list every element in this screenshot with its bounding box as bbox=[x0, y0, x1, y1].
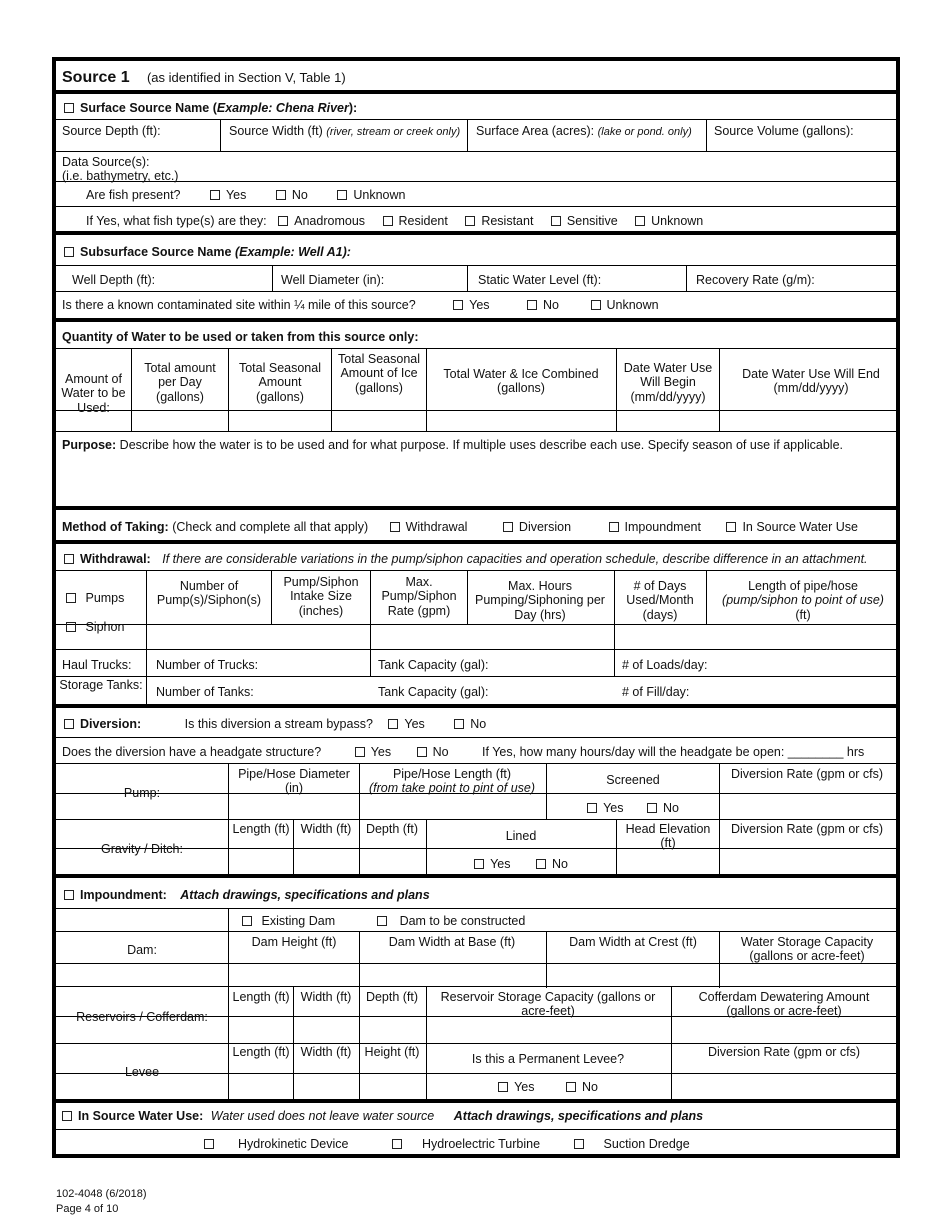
amount-row-label: Amount of Water to be Used: bbox=[61, 372, 126, 415]
bypass-yes-checkbox[interactable] bbox=[388, 719, 398, 729]
in-source-options: Hydrokinetic Device Hydroelectric Turbine Suction Dredge bbox=[204, 1137, 894, 1151]
qty-col-seasonal: Total Seasonal Amount (gallons) bbox=[238, 361, 321, 404]
res-depth-header: Depth (ft) bbox=[365, 990, 419, 1004]
dam-type-options: Existing Dam Dam to be constructed bbox=[242, 914, 882, 928]
qty-col-begin: Date Water Use Will Begin (mm/dd/yyyy) bbox=[623, 361, 713, 404]
storage-tanks-label: Storage Tanks: bbox=[59, 678, 143, 692]
water-source-form bbox=[52, 57, 900, 1158]
contam-unknown-checkbox[interactable] bbox=[591, 300, 601, 310]
suction-dredge-checkbox[interactable] bbox=[574, 1139, 584, 1149]
head-elevation-header: Head Elevation (ft) bbox=[625, 822, 711, 851]
truck-tank-capacity-label: Tank Capacity (gal): bbox=[378, 658, 489, 672]
quantity-title: Quantity of Water to be used or taken from this source only: bbox=[62, 330, 419, 344]
screened-yes-checkbox[interactable] bbox=[587, 803, 597, 813]
res-width-header: Width (ft) bbox=[300, 990, 352, 1004]
dam-base-header: Dam Width at Base (ft) bbox=[388, 935, 516, 949]
fill-per-day-label: # of Fill/day: bbox=[622, 685, 690, 699]
subsurface-source-name-row: Subsurface Source Name (Example: Well A1): bbox=[64, 245, 884, 259]
loads-per-day-label: # of Loads/day: bbox=[622, 658, 708, 672]
gravity-ditch-label: Gravity / Ditch: bbox=[101, 842, 183, 856]
ditch-diversion-rate-header: Diversion Rate (gpm or cfs) bbox=[730, 822, 884, 836]
levee-height-header: Height (ft) bbox=[364, 1045, 420, 1059]
sensitive-checkbox[interactable] bbox=[551, 216, 561, 226]
permanent-levee-question: Is this a Permanent Levee? bbox=[471, 1052, 625, 1066]
diversion-checkbox[interactable] bbox=[64, 719, 74, 729]
wd-col-intake: Pump/Siphon Intake Size (inches) bbox=[283, 575, 359, 618]
haul-trucks-label: Haul Trucks: bbox=[62, 658, 132, 672]
well-depth-label: Well Depth (ft): bbox=[72, 273, 156, 287]
hydroelectric-checkbox[interactable] bbox=[392, 1139, 402, 1149]
in-source-checkbox[interactable] bbox=[62, 1111, 72, 1121]
wd-col-days: # of Days Used/Month (days) bbox=[626, 579, 694, 622]
surface-area-label: Surface Area (acres): (lake or pond. only) bbox=[476, 124, 692, 138]
levee-length-header: Length (ft) bbox=[232, 1045, 290, 1059]
method-in-source-checkbox[interactable] bbox=[726, 522, 736, 532]
headgate-row: Does the diversion have a headgate structure? Yes No If Yes, how many hours/day will the headgate be open: ________ hrs bbox=[62, 745, 865, 759]
data-source-label: Data Source(s): (i.e. bathymetry, etc.) bbox=[62, 155, 179, 184]
method-diversion-checkbox[interactable] bbox=[503, 522, 513, 532]
number-of-trucks-label: Number of Trucks: bbox=[156, 658, 259, 672]
qty-col-per-day: Total amount per Day (gallons) bbox=[144, 361, 216, 404]
anadromous-checkbox[interactable] bbox=[278, 216, 288, 226]
wd-col-number: Number of Pump(s)/Siphon(s) bbox=[156, 579, 262, 608]
reservoirs-cofferdam-label: Reservoirs / Cofferdam: bbox=[76, 1010, 208, 1024]
levee-label: Levee bbox=[124, 1065, 160, 1079]
method-of-taking-row: Method of Taking: (Check and complete all that apply) Withdrawal Diversion Impoundment In Source Water Use bbox=[62, 520, 858, 534]
headgate-yes-checkbox[interactable] bbox=[355, 747, 365, 757]
headgate-no-checkbox[interactable] bbox=[417, 747, 427, 757]
hydrokinetic-checkbox[interactable] bbox=[204, 1139, 214, 1149]
dam-label: Dam: bbox=[127, 943, 157, 957]
source-depth-label: Source Depth (ft): bbox=[62, 124, 161, 138]
pipe-length-header: Pipe/Hose Length (ft) (from take point to pint of use) bbox=[368, 767, 536, 796]
levee-no-checkbox[interactable] bbox=[566, 1082, 576, 1092]
wd-col-pipe: Length of pipe/hose (pump/siphon to point of use) (ft) bbox=[722, 579, 884, 622]
source-title: Source 1 (as identified in Section V, Table 1) bbox=[62, 69, 346, 86]
form-number: 102-4048 (6/2018) bbox=[56, 1188, 147, 1200]
surface-source-name-row: Surface Source Name (Example: Chena River): bbox=[64, 101, 884, 115]
screened-options: Yes No bbox=[550, 801, 716, 815]
lined-no-checkbox[interactable] bbox=[536, 859, 546, 869]
permanent-levee-options: Yes No bbox=[430, 1080, 666, 1094]
qty-col-end: Date Water Use Will End (mm/dd/yyyy) bbox=[742, 367, 880, 396]
fish-present-row: Are fish present? Yes No Unknown bbox=[86, 188, 406, 202]
method-impoundment-checkbox[interactable] bbox=[609, 522, 619, 532]
wd-col-rate: Max. Pump/Siphon Rate (gpm) bbox=[381, 575, 457, 618]
lined-options: Yes No bbox=[430, 857, 612, 871]
cofferdam-dewatering-header: Cofferdam Dewatering Amount (gallons or acre-feet) bbox=[698, 990, 870, 1019]
contam-yes-checkbox[interactable] bbox=[453, 300, 463, 310]
siphon-option: Siphon bbox=[66, 620, 124, 634]
method-withdrawal-checkbox[interactable] bbox=[390, 522, 400, 532]
dam-crest-header: Dam Width at Crest (ft) bbox=[569, 935, 697, 949]
fish-type-unknown-checkbox[interactable] bbox=[635, 216, 645, 226]
fish-no-checkbox[interactable] bbox=[276, 190, 286, 200]
pumps-option: Pumps bbox=[66, 591, 124, 605]
impoundment-checkbox[interactable] bbox=[64, 890, 74, 900]
subsurface-source-checkbox[interactable] bbox=[64, 247, 74, 257]
well-diameter-label: Well Diameter (in): bbox=[281, 273, 385, 287]
fish-unknown-checkbox[interactable] bbox=[337, 190, 347, 200]
lined-header: Lined bbox=[505, 829, 537, 843]
impoundment-header: Impoundment: Attach drawings, specifications and plans bbox=[64, 888, 884, 902]
wd-col-hours: Max. Hours Pumping/Siphoning per Day (hrs) bbox=[475, 579, 605, 622]
surface-source-checkbox[interactable] bbox=[64, 103, 74, 113]
number-of-tanks-label: Number of Tanks: bbox=[156, 685, 254, 699]
dam-to-build-checkbox[interactable] bbox=[377, 916, 387, 926]
static-water-level-label: Static Water Level (ft): bbox=[478, 273, 602, 287]
purpose-text: Purpose: Describe how the water is to be used and for what purpose. If multiple uses describe each use. Specify season of use if applicable. bbox=[62, 438, 843, 452]
dam-height-header: Dam Height (ft) bbox=[251, 935, 337, 949]
screened-header: Screened bbox=[606, 773, 660, 787]
ditch-width-header: Width (ft) bbox=[300, 822, 352, 836]
diversion-header: Diversion: Is this diversion a stream bypass? Yes No bbox=[64, 717, 884, 731]
storage-tank-capacity-label: Tank Capacity (gal): bbox=[378, 685, 489, 699]
pipe-diameter-header: Pipe/Hose Diameter (in) bbox=[238, 767, 350, 796]
ditch-length-header: Length (ft) bbox=[232, 822, 290, 836]
pumps-checkbox[interactable] bbox=[66, 593, 76, 603]
resident-checkbox[interactable] bbox=[383, 216, 393, 226]
levee-yes-checkbox[interactable] bbox=[498, 1082, 508, 1092]
qty-col-combined: Total Water & Ice Combined (gallons) bbox=[443, 367, 599, 396]
in-source-header: In Source Water Use: Water used does not leave water source Attach drawings, specifications and plans bbox=[62, 1109, 892, 1123]
withdrawal-checkbox[interactable] bbox=[64, 554, 74, 564]
levee-width-header: Width (ft) bbox=[300, 1045, 352, 1059]
pump-diversion-rate-header: Diversion Rate (gpm or cfs) bbox=[730, 767, 884, 781]
source-volume-label: Source Volume (gallons): bbox=[714, 124, 854, 138]
ditch-depth-header: Depth (ft) bbox=[365, 822, 419, 836]
contaminated-site-row: Is there a known contaminated site within ¼ mile of this source? Yes No Unknown bbox=[62, 298, 659, 312]
pump-label: Pump: bbox=[123, 786, 161, 800]
screened-no-checkbox[interactable] bbox=[647, 803, 657, 813]
lined-yes-checkbox[interactable] bbox=[474, 859, 484, 869]
siphon-checkbox[interactable] bbox=[66, 622, 76, 632]
bypass-no-checkbox[interactable] bbox=[454, 719, 464, 729]
levee-diversion-rate-header: Diversion Rate (gpm or cfs) bbox=[707, 1045, 861, 1059]
page-number: Page 4 of 10 bbox=[56, 1203, 119, 1215]
reservoir-capacity-header: Reservoir Storage Capacity (gallons or acre-feet) bbox=[440, 990, 656, 1019]
existing-dam-checkbox[interactable] bbox=[242, 916, 252, 926]
res-length-header: Length (ft) bbox=[232, 990, 290, 1004]
fish-yes-checkbox[interactable] bbox=[210, 190, 220, 200]
recovery-rate-label: Recovery Rate (g/m): bbox=[696, 273, 815, 287]
source-width-label: Source Width (ft) (river, stream or creek only) bbox=[229, 124, 461, 138]
water-storage-header: Water Storage Capacity (gallons or acre-feet) bbox=[740, 935, 874, 964]
contam-no-checkbox[interactable] bbox=[527, 300, 537, 310]
fish-type-row: If Yes, what fish type(s) are they: Anadromous Resident Resistant Sensitive Unknown bbox=[86, 214, 704, 228]
withdrawal-header: Withdrawal: If there are considerable variations in the pump/siphon capacities and operation schedule, describe difference in an attachment. bbox=[64, 552, 894, 566]
resistant-checkbox[interactable] bbox=[465, 216, 475, 226]
qty-col-ice: Total Seasonal Amount of Ice (gallons) bbox=[338, 352, 421, 395]
